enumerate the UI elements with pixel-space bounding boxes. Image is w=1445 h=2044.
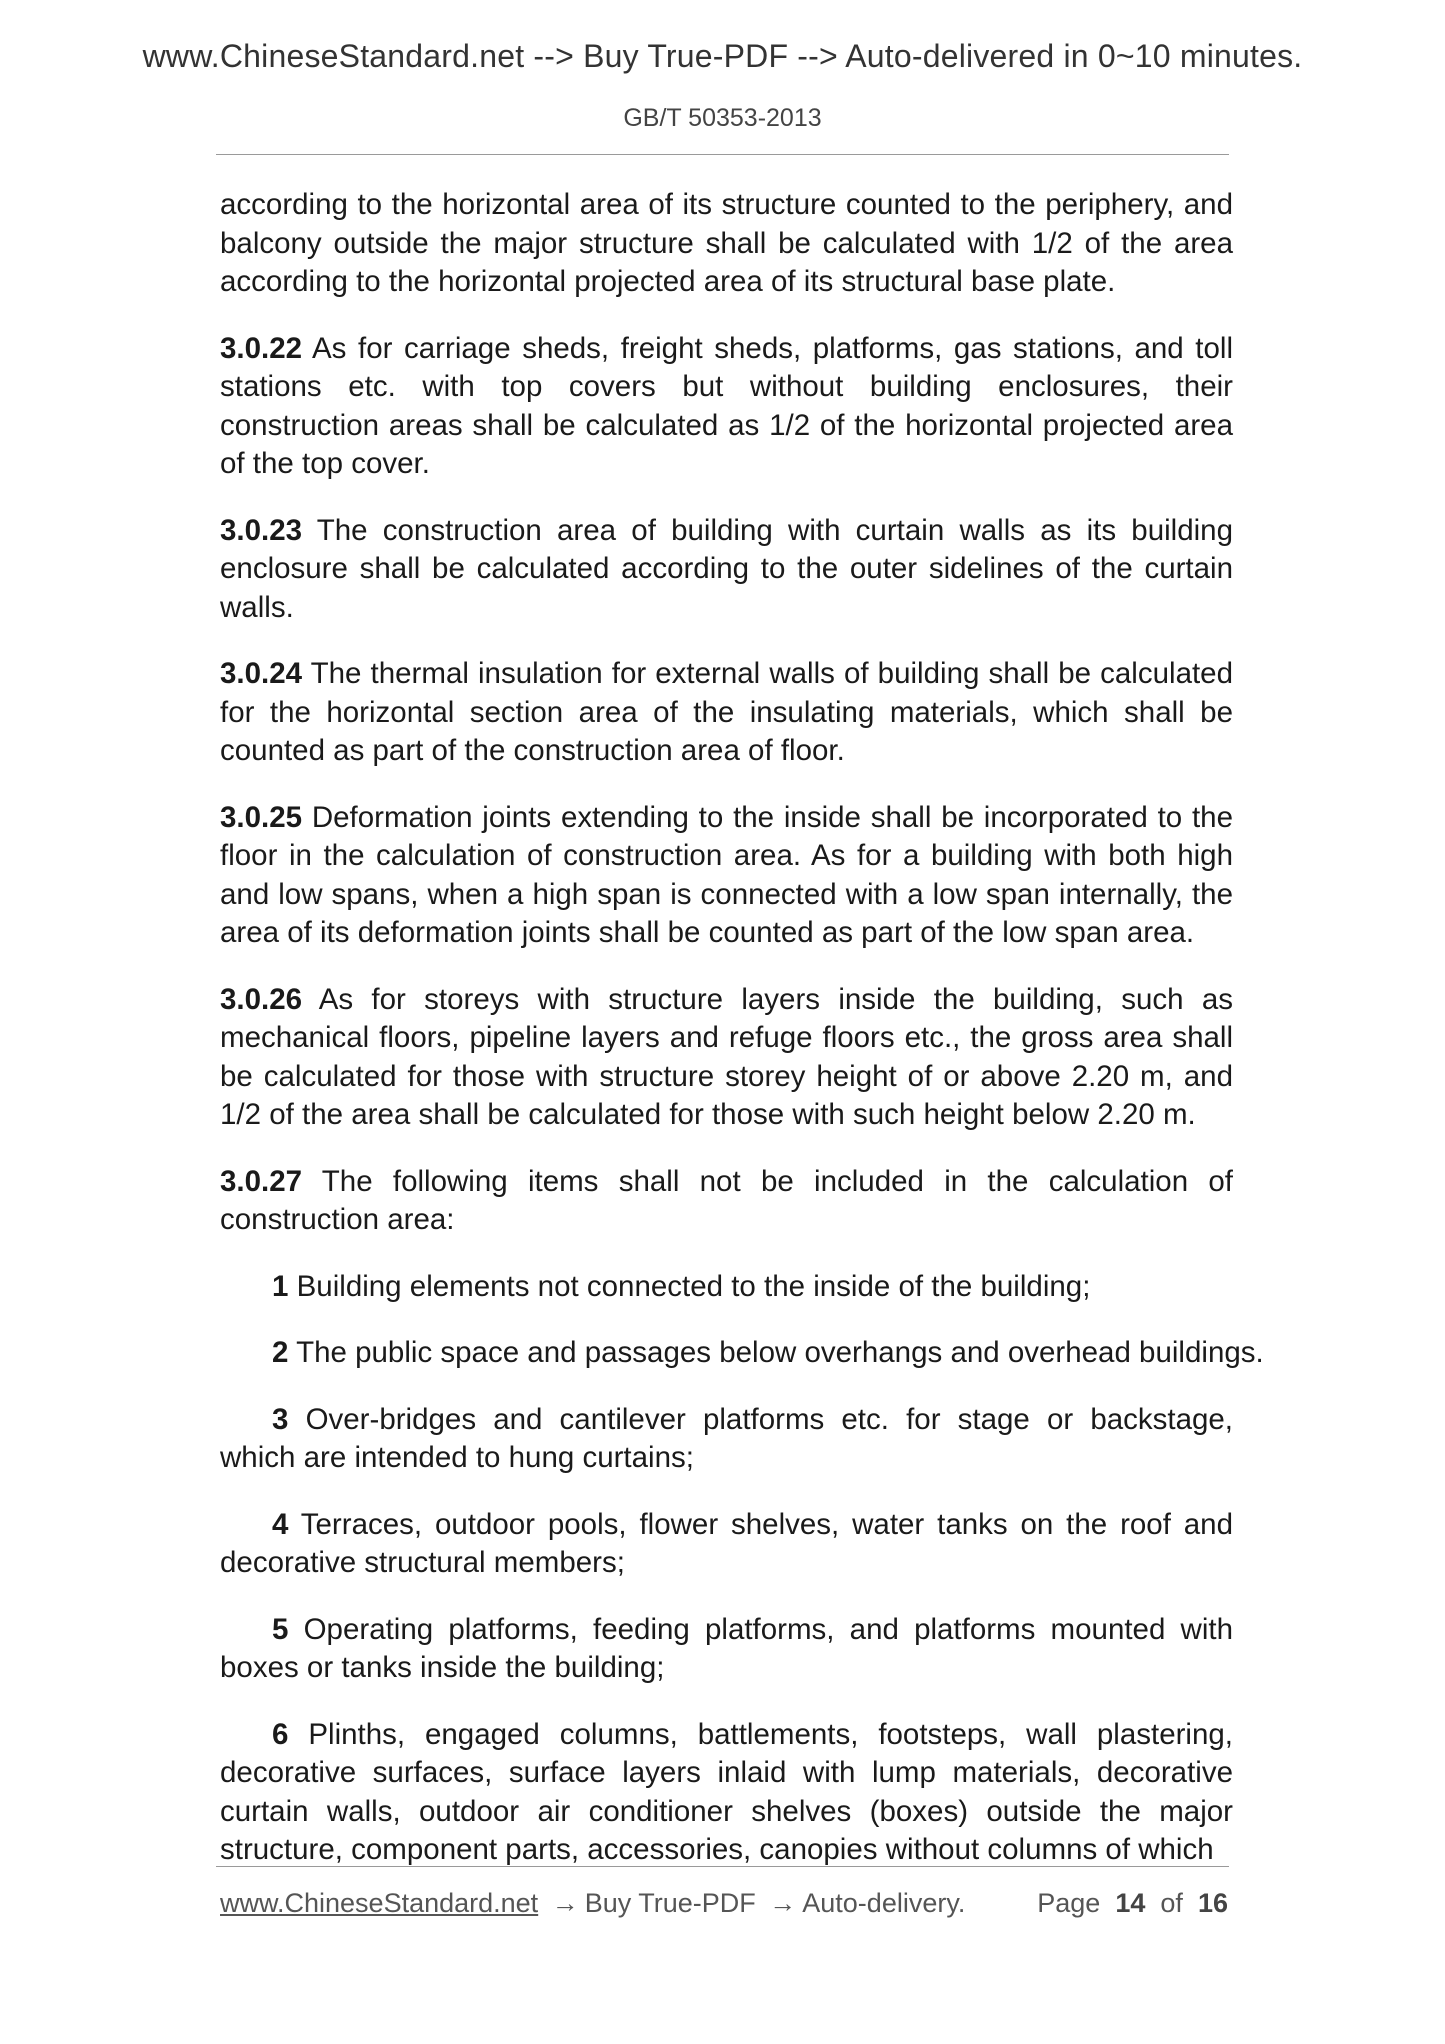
clause-text: As for carriage sheds, freight sheds, platforms, gas stations, and toll stations etc. with top covers but without building enclosures, their construction areas shall be calculated as 1/2 of the horizontal projected area of the top cover. [220, 331, 1233, 480]
list-item [220, 1506, 1233, 1583]
page-number: 14 [1115, 1888, 1146, 1918]
list-item [220, 1611, 1233, 1688]
item-text: The public space and passages below overhangs and overhead buildings. [296, 1336, 1264, 1369]
item-number: 3 [272, 1402, 289, 1436]
list-item [220, 1716, 1233, 1870]
clause-text: The construction area of building with curtain walls as its building enclosure shall be calculated according to the outer sidelines of the curtain walls. [220, 513, 1233, 624]
clause-number: 3.0.23 [220, 513, 303, 547]
header-divider [216, 154, 1229, 155]
list-item [220, 1401, 1233, 1478]
of-label: of [1160, 1888, 1183, 1918]
clause-number: 3.0.22 [220, 331, 303, 365]
item-text: Terraces, outdoor pools, flower shelves, water tanks on the roof and decorative structural members; [220, 1507, 1233, 1579]
clause-text: Deformation joints extending to the inside shall be incorporated to the floor in the calculation of construction area. As for a building with both high and low spans, when a high span is connected with a low span internally, the area of its deformation joints shall be counted as part of the low span area. [220, 800, 1233, 949]
clause-3-0-26 [220, 981, 1233, 1135]
item-text: Operating platforms, feeding platforms, and platforms mounted with boxes or tanks inside the building; [220, 1612, 1233, 1684]
clause-number: 3.0.27 [220, 1164, 303, 1198]
clause-3-0-22 [220, 330, 1233, 484]
item-number: 2 [272, 1336, 289, 1369]
clause-text: As for storeys with structure layers inside the building, such as mechanical floors, pipeline layers and refuge floors etc., the gross area shall be calculated for those with structure storey height of or above 2.20 m, and 1/2 of the area shall be calculated for those with such height below 2.20 m. [220, 982, 1233, 1131]
item-number: 5 [272, 1612, 289, 1646]
clause-text: The thermal insulation for external walls of building shall be calculated for the horizontal section area of the insulating materials, which shall be counted as part of the construction area of floor. [220, 657, 1233, 767]
list-item [220, 1334, 1264, 1373]
clause-text: The following items shall not be included in the calculation of construction area: [220, 1164, 1233, 1236]
page-indicator [1037, 1888, 1228, 1919]
continuation-paragraph: according to the horizontal area of its structure counted to the periphery, and balcony outside the major structure shall be calculated with 1/2 of the area according to the horizontal projected area of its structural base plate. [220, 188, 1233, 298]
item-text: Plinths, engaged columns, battlements, footsteps, wall plastering, decorative surfaces, surface layers inlaid with lump materials, decorative curtain walls, outdoor air conditioner shelves (boxes) outside the major structure, component parts, accessories, canopies without columns of which [220, 1717, 1233, 1866]
clause-3-0-25 [220, 799, 1233, 953]
page-label: Page [1037, 1888, 1101, 1918]
page-body [220, 186, 1264, 1898]
arrow-right-icon: → [551, 1888, 579, 1918]
footer-links [220, 1888, 965, 1919]
clause-number: 3.0.25 [220, 800, 303, 834]
item-text: Building elements not connected to the inside of the building; [296, 1269, 1091, 1303]
item-number: 1 [272, 1269, 289, 1303]
footer-divider [216, 1866, 1229, 1867]
page-footer [220, 1888, 1228, 1928]
item-text: Over-bridges and cantilever platforms etc. for stage or backstage, which are intended to hung curtains; [220, 1402, 1233, 1474]
clause-3-0-24 [220, 655, 1233, 771]
item-number: 4 [272, 1507, 289, 1541]
site-link[interactable]: www.ChineseStandard.net [220, 1888, 539, 1918]
item-number: 6 [272, 1717, 289, 1751]
page-total: 16 [1197, 1888, 1228, 1918]
clause-3-0-23 [220, 512, 1233, 628]
arrow-right-icon: → [769, 1888, 797, 1918]
clause-number: 3.0.26 [220, 982, 303, 1016]
list-item [220, 1268, 1233, 1307]
document-code: GB/T 50353-2013 [623, 104, 822, 132]
auto-delivery-text: Auto-delivery. [802, 1888, 966, 1918]
clause-3-0-27 [220, 1163, 1233, 1240]
clause-number: 3.0.24 [220, 657, 303, 690]
site-banner: www.ChineseStandard.net --> Buy True-PDF --> Auto-delivered in 0~10 minutes. [142, 38, 1303, 74]
buy-text: Buy True-PDF [584, 1888, 756, 1918]
